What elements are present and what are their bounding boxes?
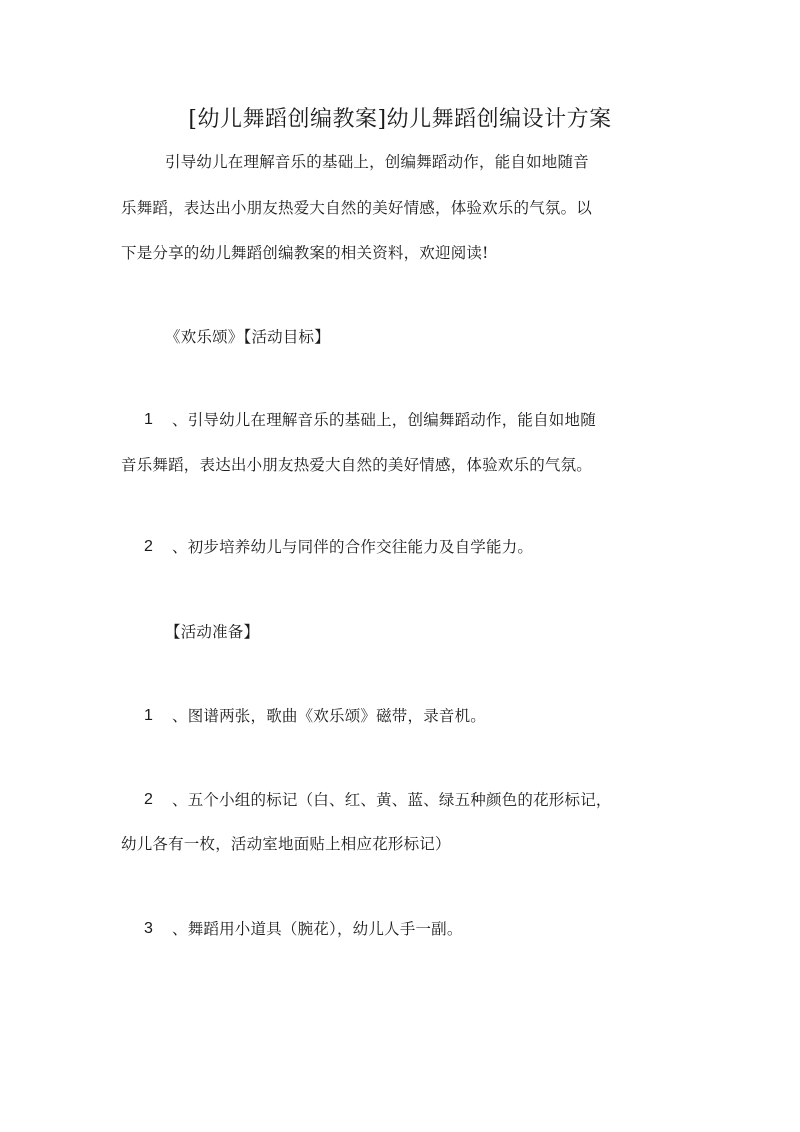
section-heading-prep: 【活动准备】 — [165, 623, 260, 641]
intro-line-1: 引导幼儿在理解音乐的基础上，创编舞蹈动作，能自如地随音 — [165, 153, 589, 171]
prep-2-line-2: 幼儿各有一枚，活动室地面贴上相应花形标记） — [121, 835, 451, 853]
intro-line-2: 乐舞蹈，表达出小朋友热爱大自然的美好情感，体验欢乐的气氛。以 — [121, 199, 593, 217]
prep-number-1: 1 — [144, 707, 153, 724]
section-heading-goals: 《欢乐颂》【活动目标】 — [165, 328, 330, 346]
document-title: [幼儿舞蹈创编教案]幼儿舞蹈创编设计方案 — [188, 107, 612, 132]
intro-line-3: 下是分享的幼儿舞蹈创编教案的相关资料，欢迎阅读! — [121, 244, 489, 262]
goal-number-2: 2 — [144, 538, 153, 555]
prep-2-line-1: 、五个小组的标记（白、红、黄、蓝、绿五种颜色的花形标记， — [172, 791, 612, 809]
prep-number-2: 2 — [144, 791, 153, 808]
prep-3-line-1: 、舞蹈用小道具（腕花），幼儿人手一副。 — [172, 920, 463, 938]
goal-2-line-1: 、初步培养幼儿与同伴的合作交往能力及自学能力。 — [172, 538, 534, 556]
goal-number-1: 1 — [144, 411, 153, 428]
goal-1-line-1: 、引导幼儿在理解音乐的基础上，创编舞蹈动作，能自如地随 — [172, 411, 596, 429]
goal-1-line-2: 音乐舞蹈，表达出小朋友热爱大自然的美好情感，体验欢乐的气氛。 — [121, 456, 593, 474]
prep-number-3: 3 — [144, 920, 153, 937]
prep-1-line-1: 、图谱两张，歌曲《欢乐颂》磁带，录音机。 — [172, 707, 487, 725]
